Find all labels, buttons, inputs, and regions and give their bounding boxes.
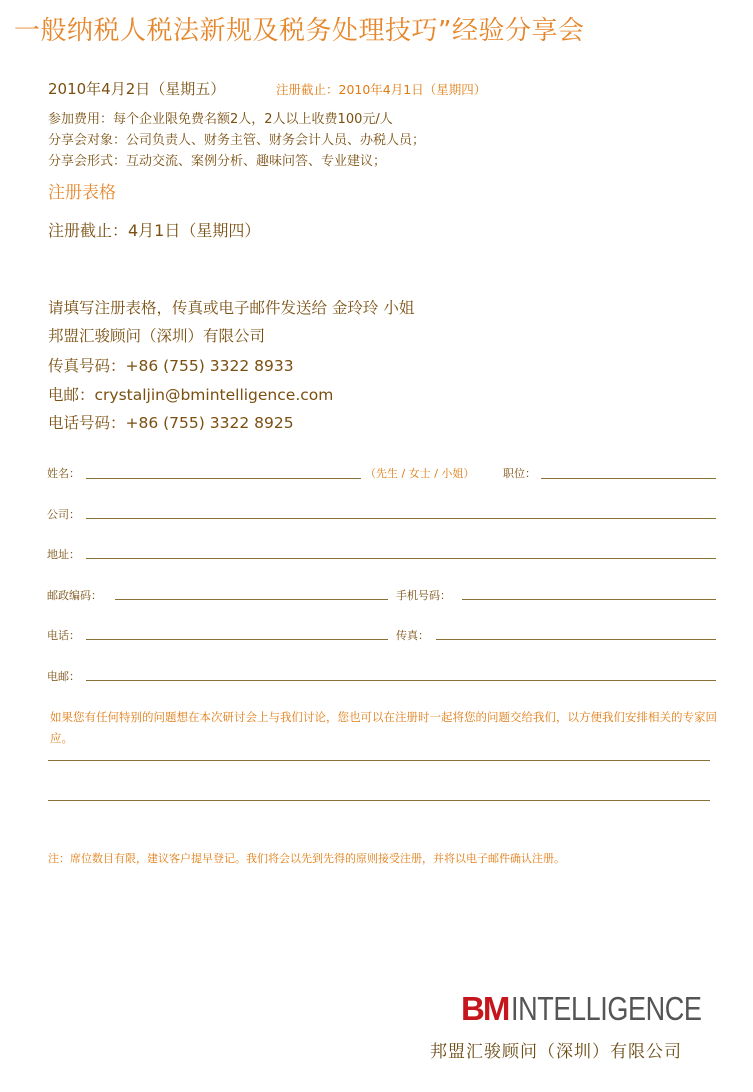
contact-fax: 传真号码：+86 (755) 3322 8933 xyxy=(48,357,294,375)
company-field[interactable] xyxy=(86,518,716,519)
questions-line-2[interactable] xyxy=(48,800,710,801)
name-label: 姓名： xyxy=(47,467,80,480)
phone-label: 电话： xyxy=(47,629,80,642)
logo-company-name: 邦盟汇骏顾问（深圳）有限公司 xyxy=(430,1042,682,1062)
address-label: 地址： xyxy=(47,548,80,561)
logo-bm: BM xyxy=(461,990,509,1027)
info-target: 分享会对象：公司负责人、财务主管、财务会计人员、办税人员； xyxy=(48,133,426,148)
salutation-options: （先生 / 女士 / 小姐） xyxy=(365,467,475,480)
address-field[interactable] xyxy=(86,558,716,559)
contact-email: 电邮：crystaljin@bmintelligence.com xyxy=(48,386,334,404)
info-fee: 参加费用：每个企业限免费名额2人，2人以上收费100元/人 xyxy=(48,112,393,127)
registration-note: 注：席位数目有限，建议客户提早登记。我们将会以先到先得的原则接受注册，并将以电子邮件确认注册。 xyxy=(48,852,565,865)
info-format: 分享会形式：互动交流、案例分析、趣味问答、专业建议； xyxy=(48,154,387,169)
position-field[interactable] xyxy=(541,478,716,479)
event-date: 2010年4月2日（星期五） xyxy=(48,80,226,98)
contact-company: 邦盟汇骏顾问（深圳）有限公司 xyxy=(48,327,266,345)
mobile-label: 手机号码： xyxy=(396,589,451,602)
mobile-field[interactable] xyxy=(462,599,716,600)
registration-deadline: 注册截止：4月1日（星期四） xyxy=(48,221,261,240)
email-label: 电邮： xyxy=(47,670,80,683)
fax-field[interactable] xyxy=(436,639,716,640)
postcode-field[interactable] xyxy=(115,599,388,600)
questions-line-1[interactable] xyxy=(48,760,710,761)
bm-intelligence-logo xyxy=(461,990,744,1028)
phone-field[interactable] xyxy=(86,639,388,640)
name-field[interactable] xyxy=(86,478,361,479)
page-title: 一般纳税人税法新规及税务处理技巧”经验分享会 xyxy=(14,16,585,46)
event-deadline: 注册截止：2010年4月1日（星期四） xyxy=(276,82,487,97)
position-label: 职位： xyxy=(503,467,536,480)
logo-intelligence: INTELLIGENCE xyxy=(511,990,702,1027)
fax-label: 传真： xyxy=(396,629,429,642)
questions-text: 如果您有任何特别的问题想在本次研讨会上与我们讨论，您也可以在注册时一起将您的问题交给我们，以方便我们安排相关的专家回应。 xyxy=(50,710,717,745)
contact-instruction: 请填写注册表格，传真或电子邮件发送给 金玲玲 小姐 xyxy=(48,299,415,317)
form-heading: 注册表格 xyxy=(48,183,116,203)
email-field[interactable] xyxy=(86,680,716,681)
contact-phone: 电话号码：+86 (755) 3322 8925 xyxy=(48,414,294,432)
company-label: 公司： xyxy=(47,508,80,521)
postcode-label: 邮政编码： xyxy=(47,589,102,602)
